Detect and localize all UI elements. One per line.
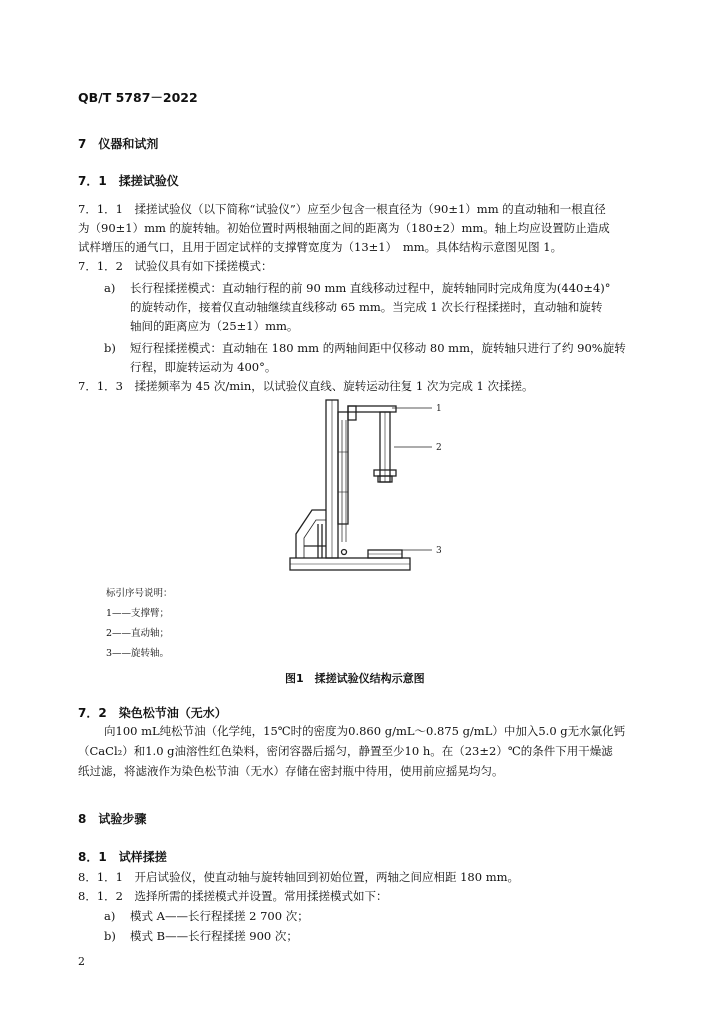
section-7-2-heading: 7．2 染色松节油（无水） <box>78 706 227 720</box>
paragraph-7-2-line: 纸过滤，将滤液作为染色松节油（无水）存储在密封瓶中待用，使用前应摇晃均匀。 <box>78 764 504 778</box>
support-arm <box>348 406 396 412</box>
legend-item-2: 2——直动轴； <box>106 628 170 639</box>
page-number: 2 <box>78 955 85 968</box>
callout-3: 3 <box>436 546 442 556</box>
list-item-b-line: 行程，即旋转运动为 400°。 <box>130 360 277 374</box>
list-marker-b: b) <box>104 929 116 943</box>
paragraph-8-1-2: 8．1．2 选择所需的揉搓模式并设置。常用揉搓模式如下： <box>78 889 388 903</box>
list-item-b-line: 短行程揉搓模式：直动轴在 180 mm 的两轴间距中仅移动 80 mm，旋转轴只进行了约 90%旋转 <box>130 341 626 355</box>
list-item-a-line: 轴间的距离应为（25±1）mm。 <box>130 319 299 333</box>
paragraph-7-1-3: 7．1．3 揉搓频率为 45 次/min，以试验仪直线、旋转运动往复 1 次为完成 1 次揉搓。 <box>78 379 534 393</box>
section-7-heading: 7 仪器和试剂 <box>78 137 159 151</box>
figure-caption: 图1 揉搓试验仪结构示意图 <box>285 672 425 685</box>
legend-item-1: 1——支撑臂； <box>106 608 170 619</box>
slider-block <box>338 412 348 524</box>
list-item-a-line: 的旋转动作，接着仅直动轴继续直线移动 65 mm。当完成 1 次长行程揉搓时，直动轴和旋转 <box>130 300 603 314</box>
paragraph-7-2-line: 向100 mL纯松节油（化学纯，15℃时的密度为0.860 g/mL～0.875 g/mL）中加入5.0 g无水氯化钙 <box>104 724 626 738</box>
section-8-heading: 8 试验步骤 <box>78 812 147 826</box>
list-marker-b: b) <box>104 341 116 355</box>
section-8-1-heading: 8．1 试样揉搓 <box>78 850 167 864</box>
section-7-1-heading: 7．1 揉搓试验仪 <box>78 174 179 188</box>
callout-1: 1 <box>436 404 442 414</box>
list-marker-a: a) <box>104 281 116 295</box>
list-item-mode-b: 模式 B——长行程揉搓 900 次； <box>130 929 298 943</box>
paragraph-7-1-1-line: 为（90±1）mm 的旋转轴。初始位置时两根轴面之间的距离为（180±2）mm。轴上均应设置防止造成 <box>78 221 610 235</box>
paragraph-7-2-line: （CaCl₂）和1.0 g油溶性红色染料，密闭容器后摇匀，静置至少10 h。在（23±2）℃的条件下用干燥滤 <box>78 744 613 758</box>
figure-1-schematic <box>282 392 462 582</box>
paragraph-7-1-1-line: 试样增压的通气口，且用于固定试样的支撑臂宽度为（13±1） mm。具体结构示意图见图 1。 <box>78 240 563 254</box>
standard-code: QB/T 5787－2022 <box>78 90 198 105</box>
list-item-a-line: 长行程揉搓模式：直动轴行程的前 90 mm 直线移动过程中，旋转轴同时完成角度为(440±4)° <box>130 281 611 295</box>
paragraph-8-1-1: 8．1．1 开启试验仪，使直动轴与旋转轴回到初始位置，两轴之间应相距 180 mm。 <box>78 870 520 884</box>
legend-item-3: 3——旋转轴。 <box>106 648 170 659</box>
callout-2: 2 <box>436 443 442 453</box>
paragraph-7-1-1-line: 7．1．1 揉搓试验仪（以下简称“试验仪”）应至少包含一根直径为（90±1）mm 的直动轴和一根直径 <box>78 202 606 216</box>
list-item-mode-a: 模式 A——长行程揉搓 2 700 次； <box>130 909 309 923</box>
paragraph-7-1-2: 7．1．2 试验仪具有如下揉搓模式： <box>78 259 273 273</box>
legend-title: 标引序号说明： <box>106 588 173 599</box>
list-marker-a: a) <box>104 909 116 923</box>
apparatus-drawing <box>282 392 462 582</box>
